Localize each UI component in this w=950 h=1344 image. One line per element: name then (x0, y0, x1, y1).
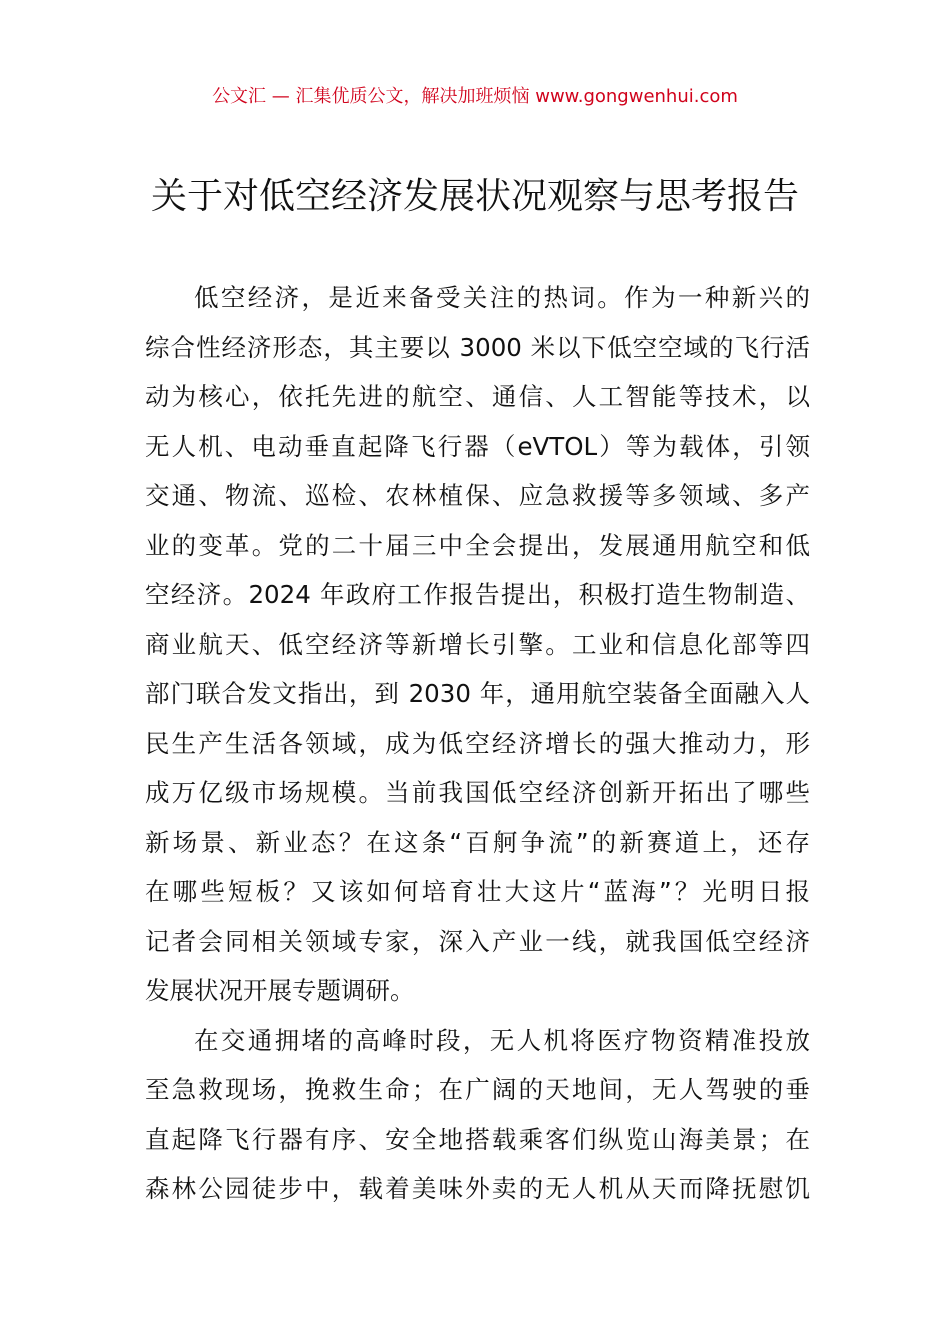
text-line: 低空经济，是近来备受关注的热词。作为一种新兴的 (194, 283, 810, 312)
text-line: 发展状况开展专题调研。 (145, 976, 415, 1005)
text-line: 空经济。2024 年政府工作报告提出，积极打造生物制造、 (145, 580, 810, 609)
text-line: 新场景、新业态？在这条“百舸争流”的新赛道上，还存 (145, 827, 810, 857)
text-line: 民生产生活各领域，成为低空经济增长的强大推动力，形 (145, 728, 810, 758)
text-line: 在哪些短板？又该如何培育壮大这片“蓝海”？光明日报 (145, 877, 810, 906)
text-line: 森林公园徒步中，载着美味外卖的无人机从天而降抚慰饥 (145, 1174, 810, 1203)
paragraph-1 (145, 273, 810, 1016)
paragraph-2 (145, 1016, 810, 1214)
text-line: 部门联合发文指出，到 2030 年，通用航空装备全面融入人 (145, 679, 810, 708)
page-header-watermark: 公文汇 — 汇集优质公文，解决加班烦恼 www.gongwenhui.com (212, 86, 738, 107)
text-line: 成万亿级市场规模。当前我国低空经济创新开拓出了哪些 (145, 778, 810, 807)
text-line: 至急救现场，挽救生命；在广阔的天地间，无人驾驶的垂 (145, 1075, 810, 1104)
text-line: 直起降飞行器有序、安全地搭载乘客们纵览山海美景；在 (145, 1124, 810, 1154)
text-line: 记者会同相关领域专家，深入产业一线，就我国低空经济 (145, 926, 810, 956)
text-line: 在交通拥堵的高峰时段，无人机将医疗物资精准投放 (194, 1025, 810, 1055)
text-line: 综合性经济形态，其主要以 3000 米以下低空空域的飞行活 (145, 332, 810, 362)
document-title: 关于对低空经济发展状况观察与思考报告 (150, 176, 799, 217)
document-body (145, 273, 810, 1214)
text-line: 动为核心，依托先进的航空、通信、人工智能等技术，以 (145, 382, 810, 411)
text-line: 业的变革。党的二十届三中全会提出，发展通用航空和低 (145, 530, 810, 560)
text-line: 无人机、电动垂直起降飞行器（eVTOL）等为载体，引领 (145, 431, 810, 461)
text-line: 交通、物流、巡检、农林植保、应急救援等多领域、多产 (145, 481, 810, 510)
text-line: 商业航天、低空经济等新增长引擎。工业和信息化部等四 (145, 629, 810, 659)
